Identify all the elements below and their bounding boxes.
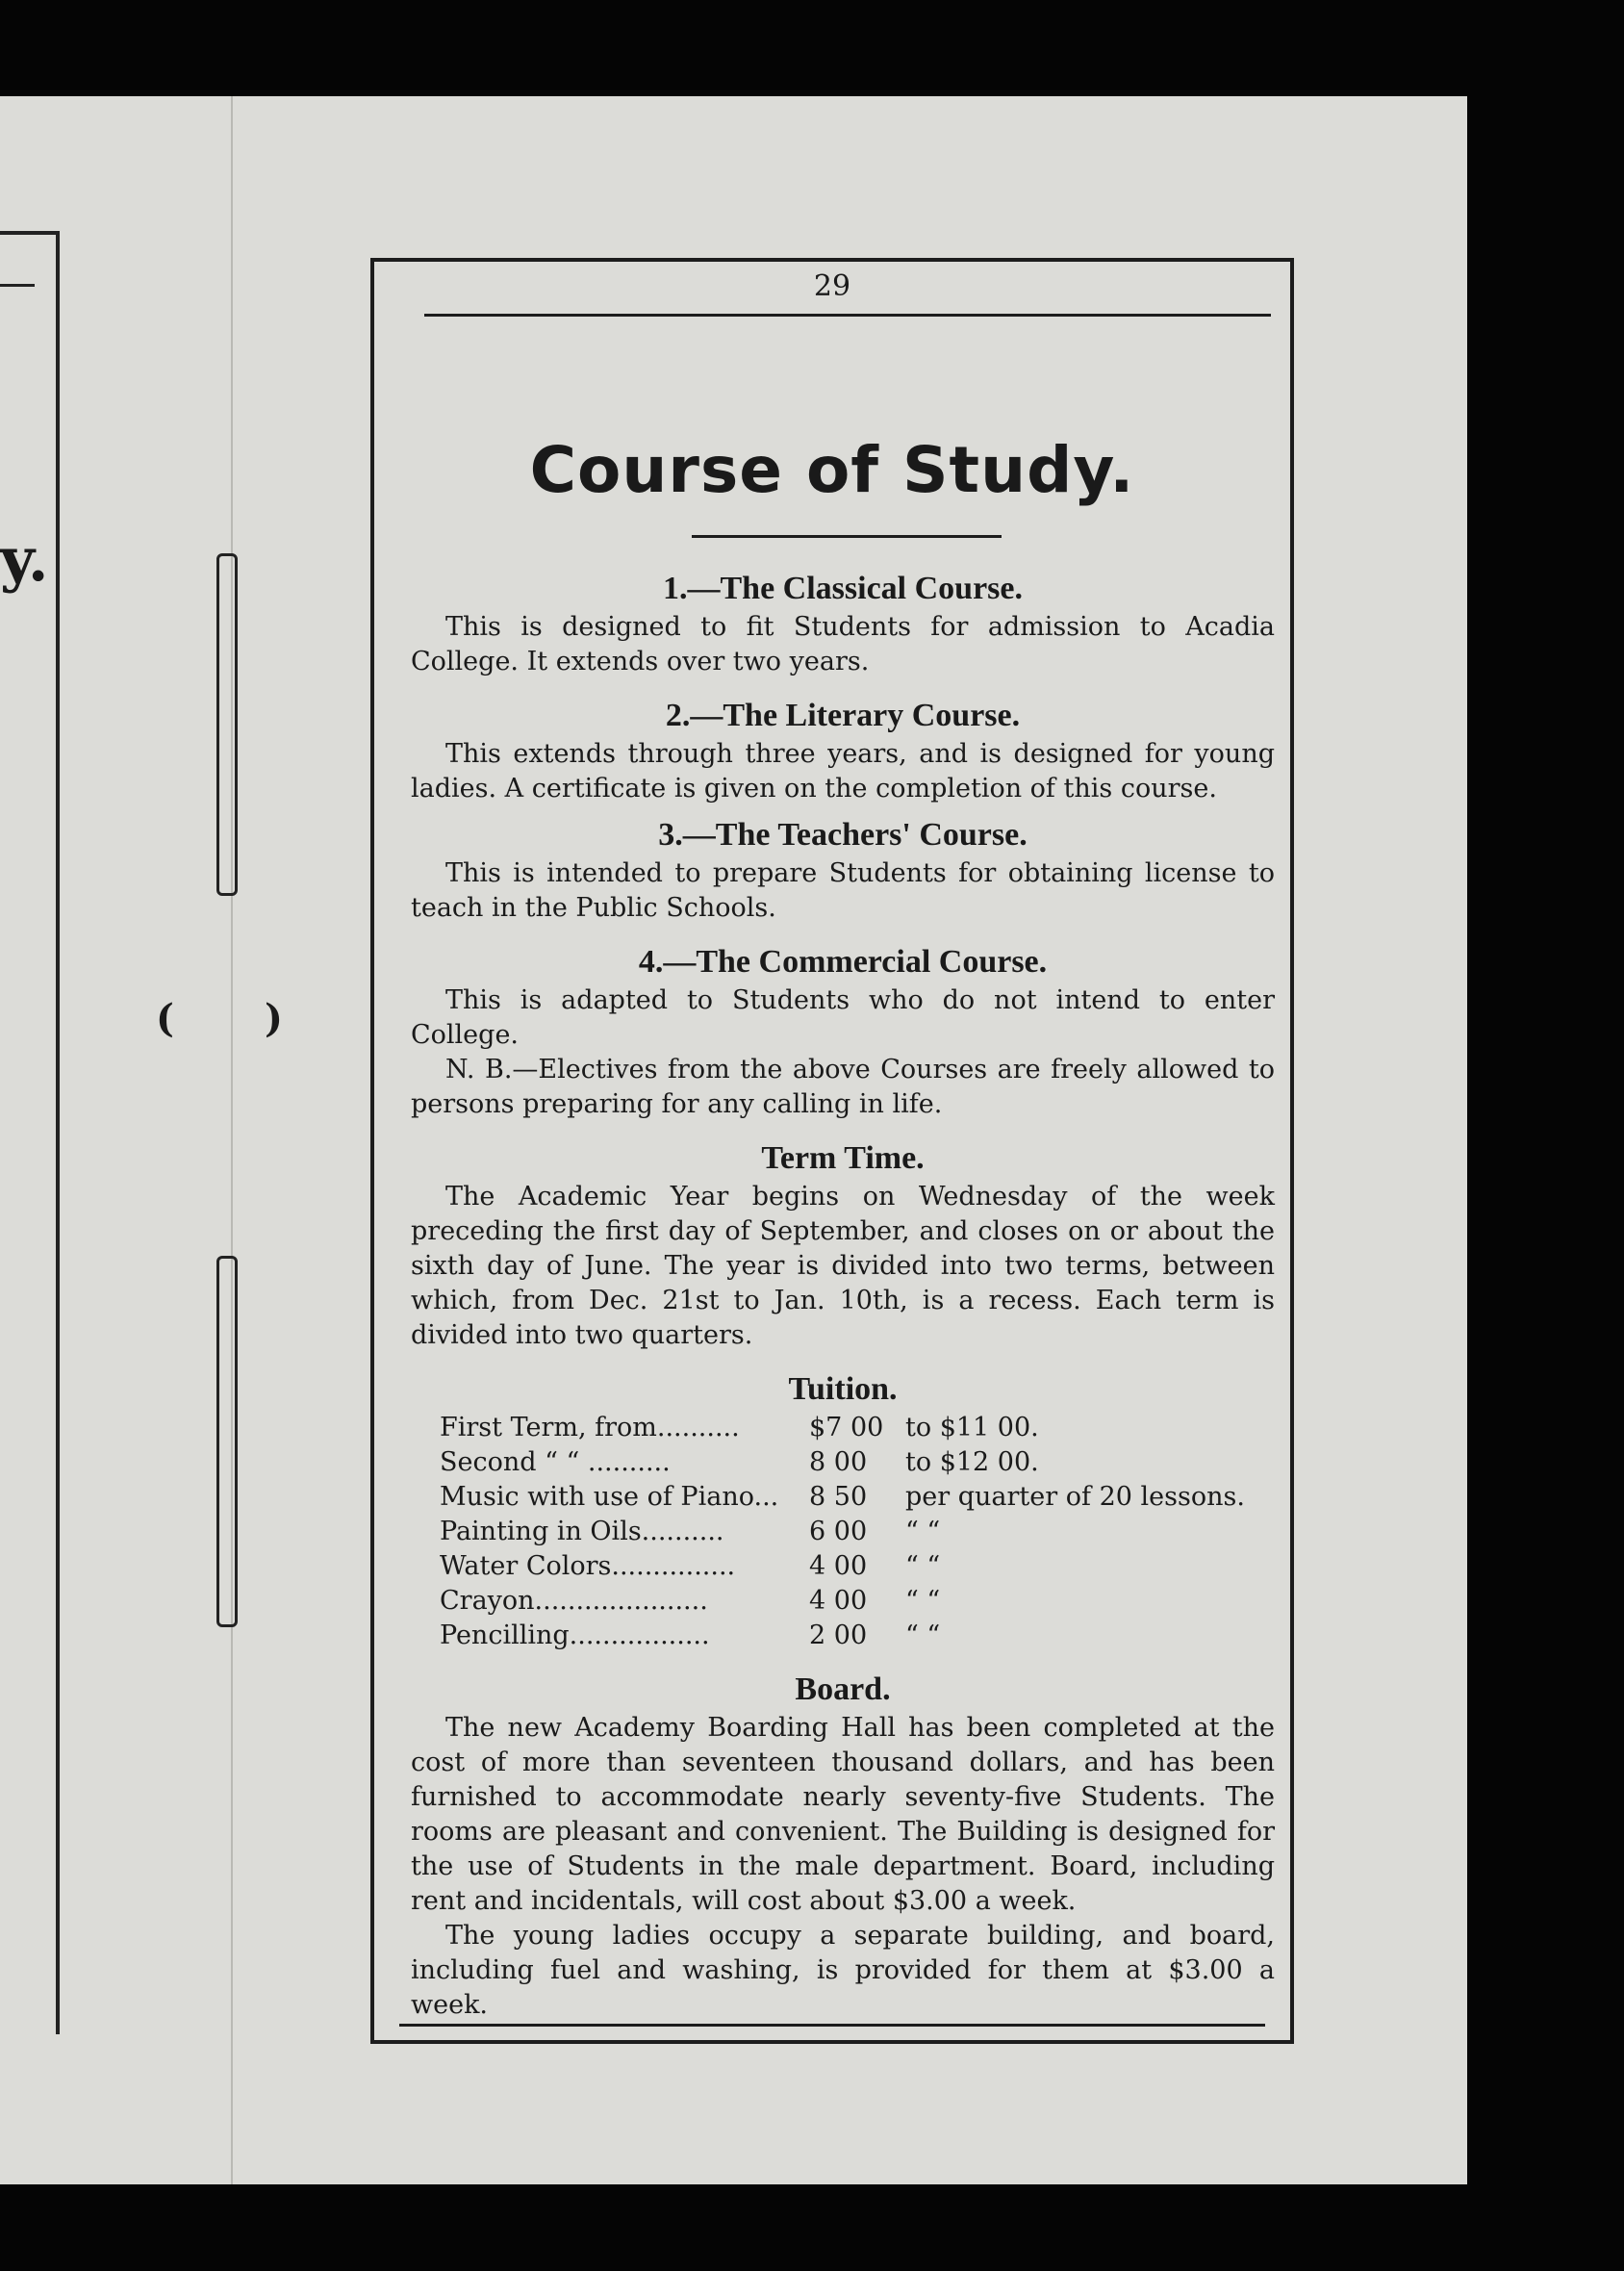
tuition-item: Crayon.....................	[440, 1586, 708, 1616]
tuition-amount: 8 00	[809, 1447, 868, 1477]
tuition-detail: to $12 00.	[905, 1447, 1039, 1477]
left-page-border	[0, 231, 60, 2034]
header-rule	[424, 314, 1271, 317]
course-3-heading: 3.—The Teachers' Course.	[658, 817, 1028, 853]
course-1-text: This is designed to fit Students for admission to Acadia College. It extends over two years.	[411, 612, 1275, 676]
left-page-rule	[0, 284, 35, 287]
binding-stitch-lower	[216, 1256, 238, 1627]
term-time-heading: Term Time.	[761, 1140, 925, 1176]
board-heading: Board.	[795, 1671, 891, 1707]
course-3-text: This is intended to prepare Students for obtaining license to teach in the Public Schools.	[411, 858, 1275, 923]
table-row	[411, 1515, 1275, 1549]
binding-mark-left: (	[156, 996, 174, 1041]
note-text: N. B.—Electives from the above Courses are freely allowed to persons preparing for any calling in life.	[411, 1055, 1275, 1119]
tuition-detail: “ “	[905, 1517, 941, 1546]
table-row	[411, 1411, 1275, 1445]
table-row	[411, 1549, 1275, 1584]
term-time-text: The Academic Year begins on Wednesday of the week preceding the first day of September, and closes on or about the sixth day of June. The year is divided into two terms, between which, from Dec. 21st to Jan. 10th, is a recess. Each term is divided into two quarters.	[411, 1182, 1275, 1350]
tuition-item: Water Colors...............	[440, 1551, 736, 1581]
title-rule	[692, 535, 1002, 538]
board-paragraph-2: The young ladies occupy a separate building, and board, including fuel and washing, is provided for them at $3.00 a week.	[411, 1921, 1275, 2020]
tuition-heading: Tuition.	[788, 1371, 898, 1407]
tuition-detail: to $11 00.	[905, 1413, 1039, 1442]
course-4-heading: 4.—The Commercial Course.	[638, 944, 1048, 980]
tuition-table	[411, 1411, 1275, 1653]
tuition-item: First Term, from..........	[440, 1413, 740, 1442]
tuition-amount: 4 00	[809, 1551, 868, 1581]
table-row	[411, 1619, 1275, 1653]
table-row	[411, 1480, 1275, 1515]
binding-spine	[231, 96, 233, 2184]
course-4-text: This is adapted to Students who do not intend to enter College.	[411, 985, 1275, 1050]
tuition-amount: $7 00	[809, 1413, 884, 1442]
course-2-heading: 2.—The Literary Course.	[665, 698, 1021, 733]
tuition-detail: “ “	[905, 1551, 941, 1581]
footer-rule	[399, 2024, 1265, 2027]
page-title: Course of Study.	[529, 433, 1135, 507]
left-page-fragment: y.	[0, 524, 49, 595]
table-row	[411, 1584, 1275, 1619]
tuition-amount: 6 00	[809, 1517, 868, 1546]
tuition-amount: 8 50	[809, 1482, 868, 1512]
tuition-item: Second “ “ ..........	[440, 1447, 671, 1477]
tuition-detail: per quarter of 20 lessons.	[905, 1482, 1245, 1512]
table-row	[411, 1445, 1275, 1480]
page-number: 29	[813, 269, 851, 303]
page-content	[411, 568, 1275, 2023]
binding-stitch-upper	[216, 553, 238, 896]
page-frame	[370, 258, 1294, 2044]
tuition-amount: 4 00	[809, 1586, 868, 1616]
tuition-amount: 2 00	[809, 1620, 868, 1650]
binding-mark-right: )	[265, 996, 283, 1041]
tuition-detail: “ “	[905, 1586, 941, 1616]
course-2-text: This extends through three years, and is designed for young ladies. A certificate is given on the completion of this course.	[411, 739, 1275, 804]
tuition-item: Music with use of Piano...	[440, 1482, 779, 1512]
course-1-heading: 1.—The Classical Course.	[663, 571, 1023, 606]
tuition-detail: “ “	[905, 1620, 941, 1650]
tuition-item: Painting in Oils..........	[440, 1517, 724, 1546]
tuition-item: Pencilling.................	[440, 1620, 710, 1650]
board-paragraph-1: The new Academy Boarding Hall has been completed at the cost of more than seventeen thousand dollars, and has been furnished to accommodate nearly seventy-five Students. The rooms are pleasant and convenient. The Building is designed for the use of Students in the male department. Board, including rent and incidentals, will cost about $3.00 a week.	[411, 1713, 1275, 1916]
